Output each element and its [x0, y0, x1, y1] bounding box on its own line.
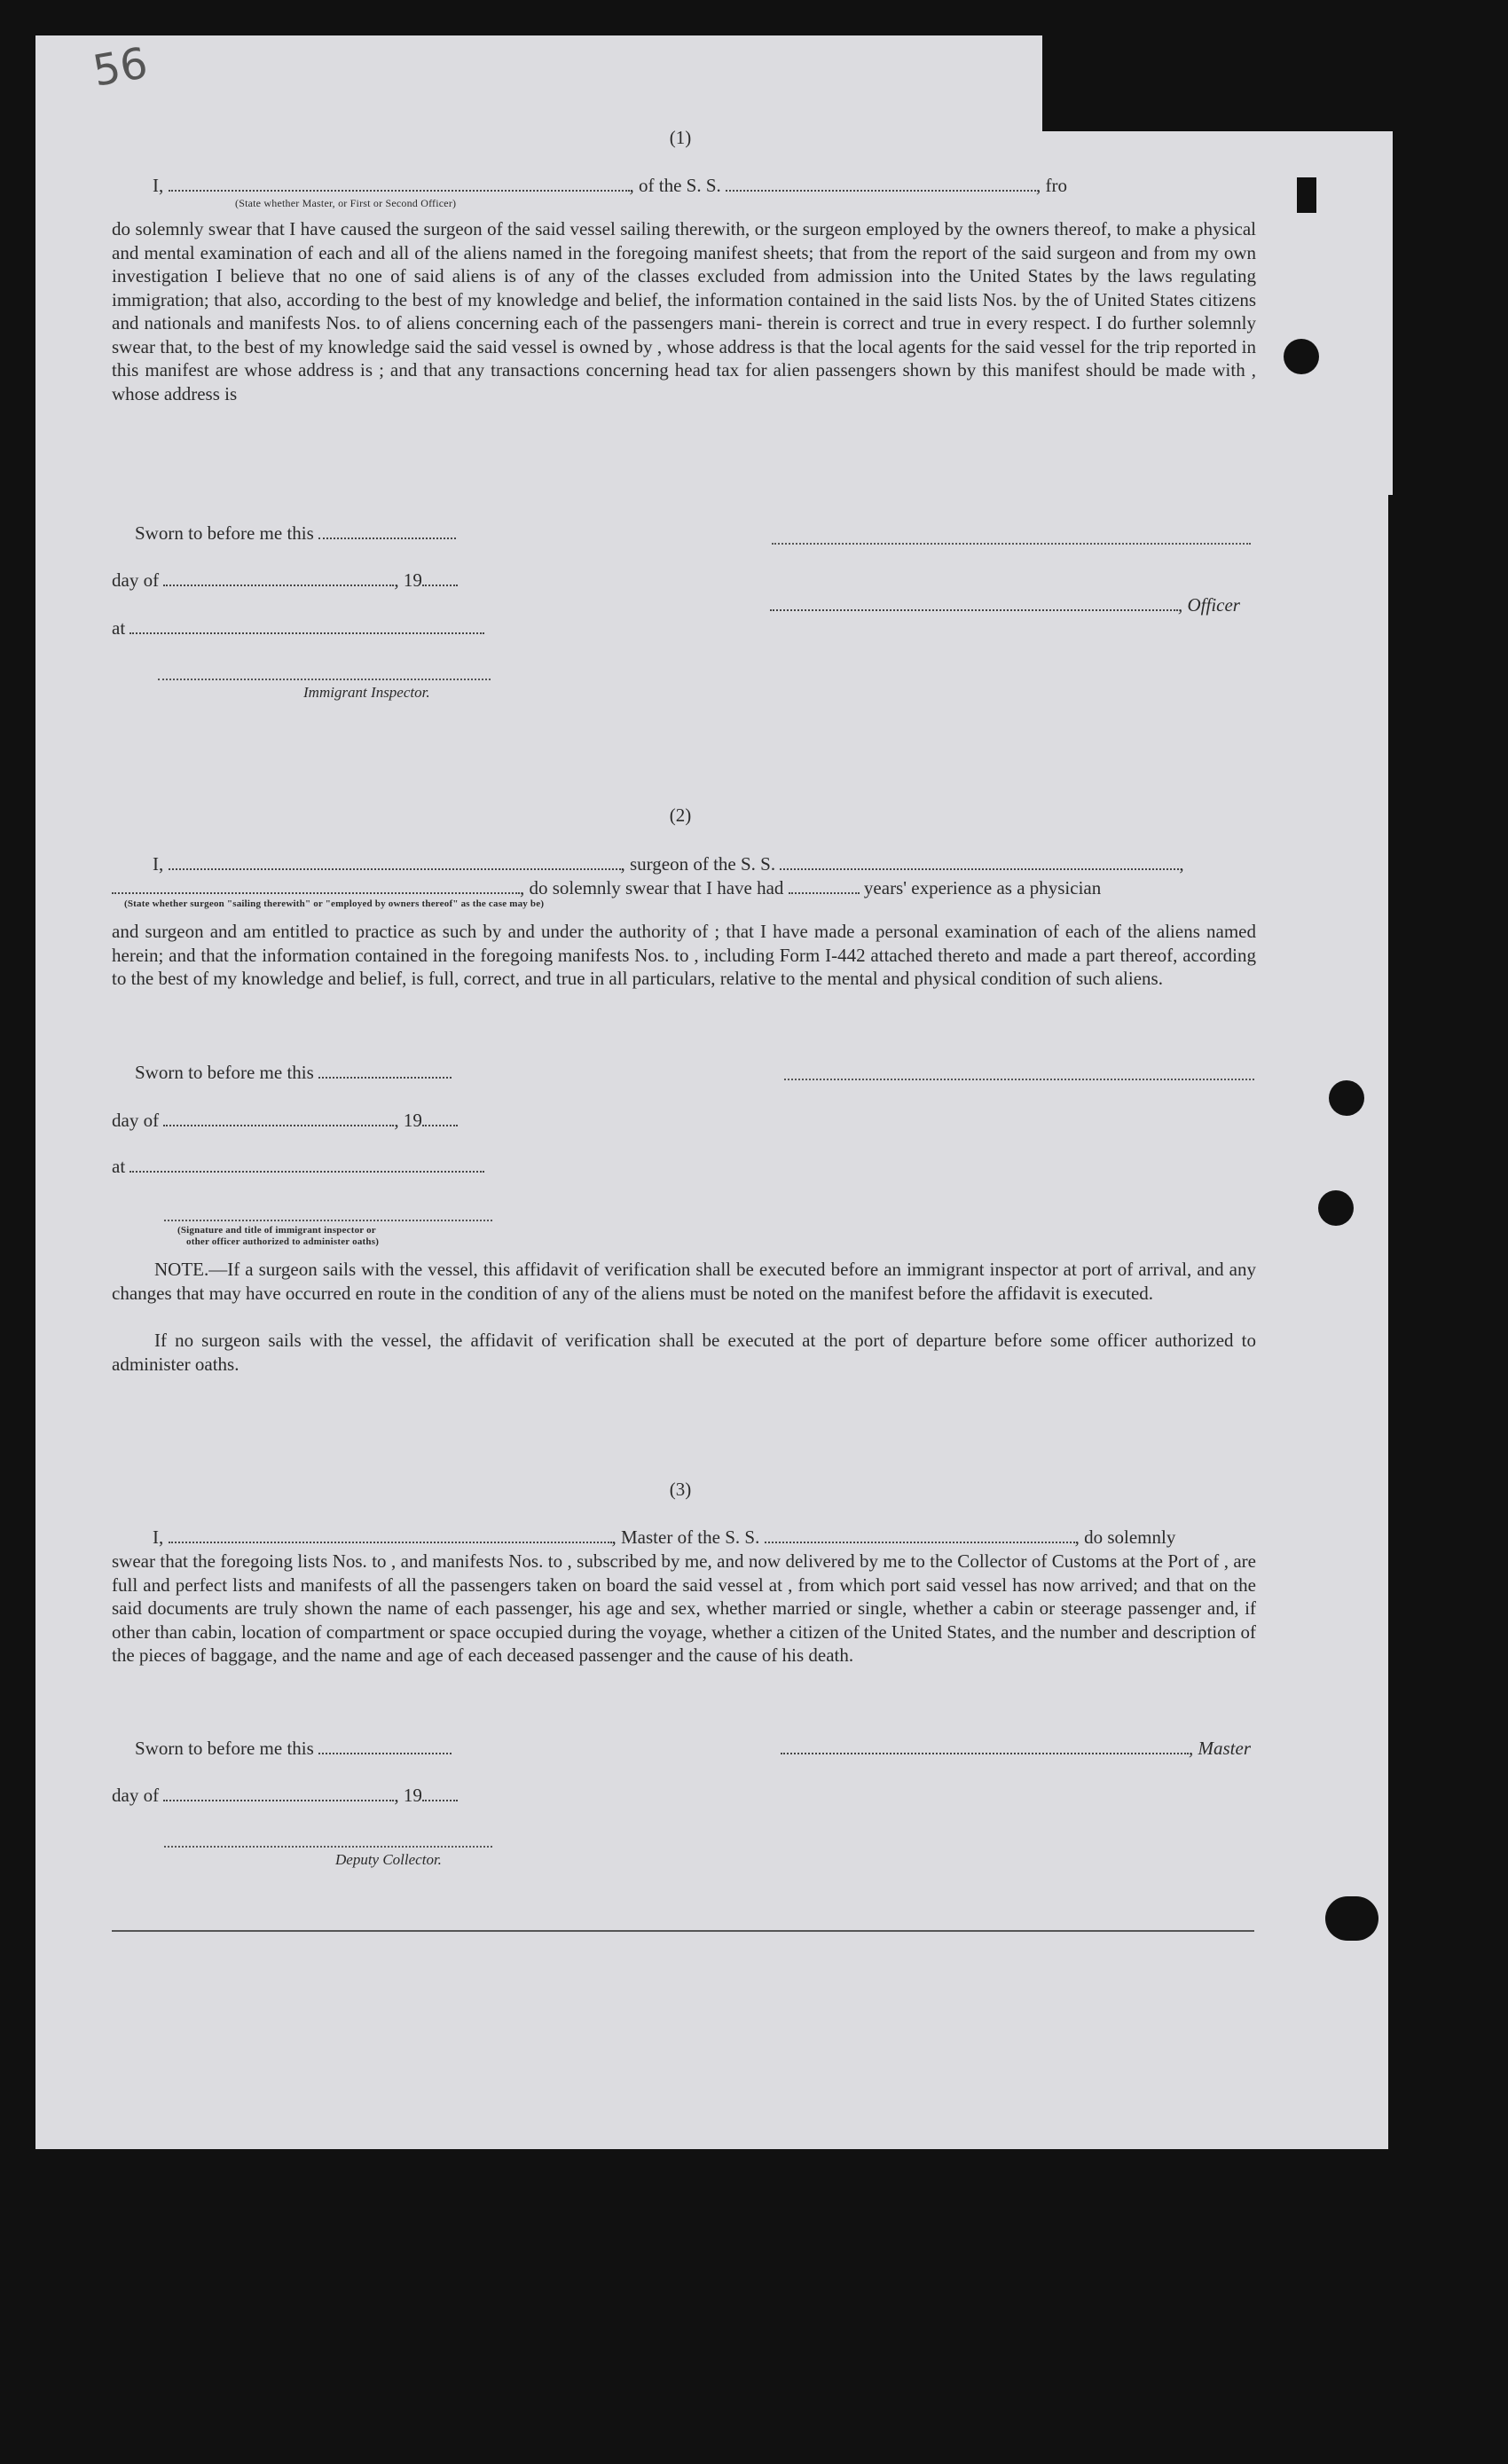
caption-deputy-collector: Deputy Collector. [335, 1851, 442, 1868]
note-label: NOTE. [154, 1259, 209, 1280]
section-2-at [112, 1155, 484, 1179]
text-surgeon-of-ss: , surgeon of the S. S. [620, 853, 776, 875]
text-years-experience: years' experience as a physician [863, 877, 1102, 898]
text-i: I, [153, 1526, 164, 1548]
text-i: I, [153, 175, 164, 196]
section-3-line1 [153, 1526, 1175, 1550]
section-3-number: (3) [669, 1479, 692, 1500]
section-1-line1 [153, 174, 1067, 198]
punch-hole [1318, 1190, 1354, 1226]
signature-line-officer-top [772, 543, 1251, 545]
text-of-ss: , of the S. S. [629, 175, 721, 196]
section-1-officer [770, 593, 1240, 617]
text-sworn: Sworn to before me this [135, 522, 314, 544]
signature-line-collector [164, 1846, 492, 1848]
text-19: , 19 [394, 1785, 422, 1806]
section-1-paragraph: do solemnly swear that I have caused the surgeon of the said vessel sailing therewith, or the surgeon employed by the owners thereof, to make a physical and mental examination of each and all of the aliens named in the foregoing manifest sheets; that from the report of the said surgeon and from my own investigation I believe that no one of said aliens is of any of the classes excluded from admission into the United States by the laws regulating immigration; that also, according to the best of my knowledge and belief, the information contained in the said lists Nos. by the of United States citizens and nationals and manifests Nos. to of aliens concerning each of the passengers mani- therein is correct and true in every respect. I do further solemnly swear that, to the best of my knowledge said the said vessel is owned by , whose address is that the local agents for the said vessel for the trip reported in this manifest are whose address is ; and that any transactions concerning head tax for alien passengers shown by this manifest should be made with , whose address is [112, 218, 1256, 404]
text-from: , fro [1036, 175, 1068, 196]
caption-signature-1: (Signature and title of immigrant inspector or [177, 1225, 376, 1236]
caption-officer: (State whether Master, or First or Second Officer) [235, 197, 457, 209]
section-1-number: (1) [669, 127, 692, 148]
text-officer: , Officer [1178, 594, 1240, 616]
section-3-day [112, 1784, 458, 1808]
text-19: , 19 [394, 1110, 422, 1131]
section-1-sworn [135, 522, 456, 545]
section-2-note [112, 1258, 1256, 1305]
section-2-note-2 [112, 1329, 1256, 1376]
caption-signature-2: other officer authorized to administer oaths) [186, 1236, 380, 1247]
punch-hole [1329, 1080, 1364, 1116]
signature-line-surgeon [784, 1079, 1254, 1080]
text-day-of: day of [112, 569, 160, 591]
signature-line-inspector-2 [164, 1220, 492, 1221]
section-2-paragraph: and surgeon and am entitled to practice as such by and under the authority of ; that I have made a personal examination of each of the aliens named herein; and that the information contained in the foregoing manifests Nos. to , including Form I-442 attached thereto and made a part thereof, according to the best of my knowledge and belief, is full, correct, and true in all particulars, relative to the mental and physical condition of such aliens. [112, 921, 1256, 989]
text-19: , 19 [394, 569, 422, 591]
text-day-of: day of [112, 1110, 160, 1131]
caption-immigrant-inspector: Immigrant Inspector. [303, 684, 430, 701]
section-2-sworn [135, 1061, 452, 1085]
handwritten-number: 56 [89, 38, 152, 97]
caption-surgeon: (State whether surgeon "sailing therewith" or "employed by owners thereof" as the case may be) [124, 898, 545, 909]
section-2-line2 [112, 876, 1101, 900]
section-1-at [112, 616, 484, 640]
text-sworn: Sworn to before me this [135, 1062, 314, 1083]
document-sheet-top [35, 35, 1042, 142]
text-at: at [112, 617, 126, 639]
text-solemnly-swear: , do solemnly swear that I have had [520, 877, 784, 898]
text-do-solemnly: , do solemnly [1074, 1526, 1176, 1548]
note-text-2: If no surgeon sails with the vessel, the affidavit of verification shall be executed at the port of departure before some officer authorized to administer oaths. [112, 1330, 1256, 1375]
text-day-of: day of [112, 1785, 160, 1806]
text-i: I, [153, 853, 164, 875]
bottom-rule [112, 1930, 1254, 1932]
section-3-paragraph: swear that the foregoing lists Nos. to , and manifests Nos. to , subscribed by me, and now delivered by me to the Collector of Customs at the Port of , are full and perfect lists and manifests of all the passengers taken on board the said vessel at , from which port said vessel has now arrived; and that on the said documents are truly shown the name of each passenger, his age and sex, whether married or single, whether a cabin or steerage passenger and, if other than cabin, location of compartment or space occupied during the voyage, whether a citizen of the United States, and the number and description of the pieces of baggage, and the name and age of each deceased passenger and the cause of his death. [112, 1550, 1256, 1666]
black-tab-mark [1297, 177, 1316, 213]
section-2-day [112, 1109, 458, 1133]
note-text-1: —If a surgeon sails with the vessel, this affidavit of verification shall be executed before an immigrant inspector at port of arrival, and any changes that may have occurred en route in the condition of any of the aliens must be noted on the manifest before the affidavit is executed. [112, 1259, 1256, 1304]
punch-hole [1284, 339, 1319, 374]
text-master: , Master [1189, 1738, 1251, 1759]
signature-line-inspector [158, 679, 491, 680]
section-1-day [112, 569, 458, 592]
text-at: at [112, 1156, 126, 1177]
punch-hole [1325, 1896, 1378, 1941]
section-2-number: (2) [669, 804, 692, 826]
text-master-of-ss: , Master of the S. S. [611, 1526, 760, 1548]
section-3-master [781, 1737, 1251, 1761]
section-2-line1: I, , surgeon of the S. S. , [153, 853, 1184, 875]
text-sworn: Sworn to before me this [135, 1738, 314, 1759]
section-3-sworn [135, 1737, 452, 1761]
